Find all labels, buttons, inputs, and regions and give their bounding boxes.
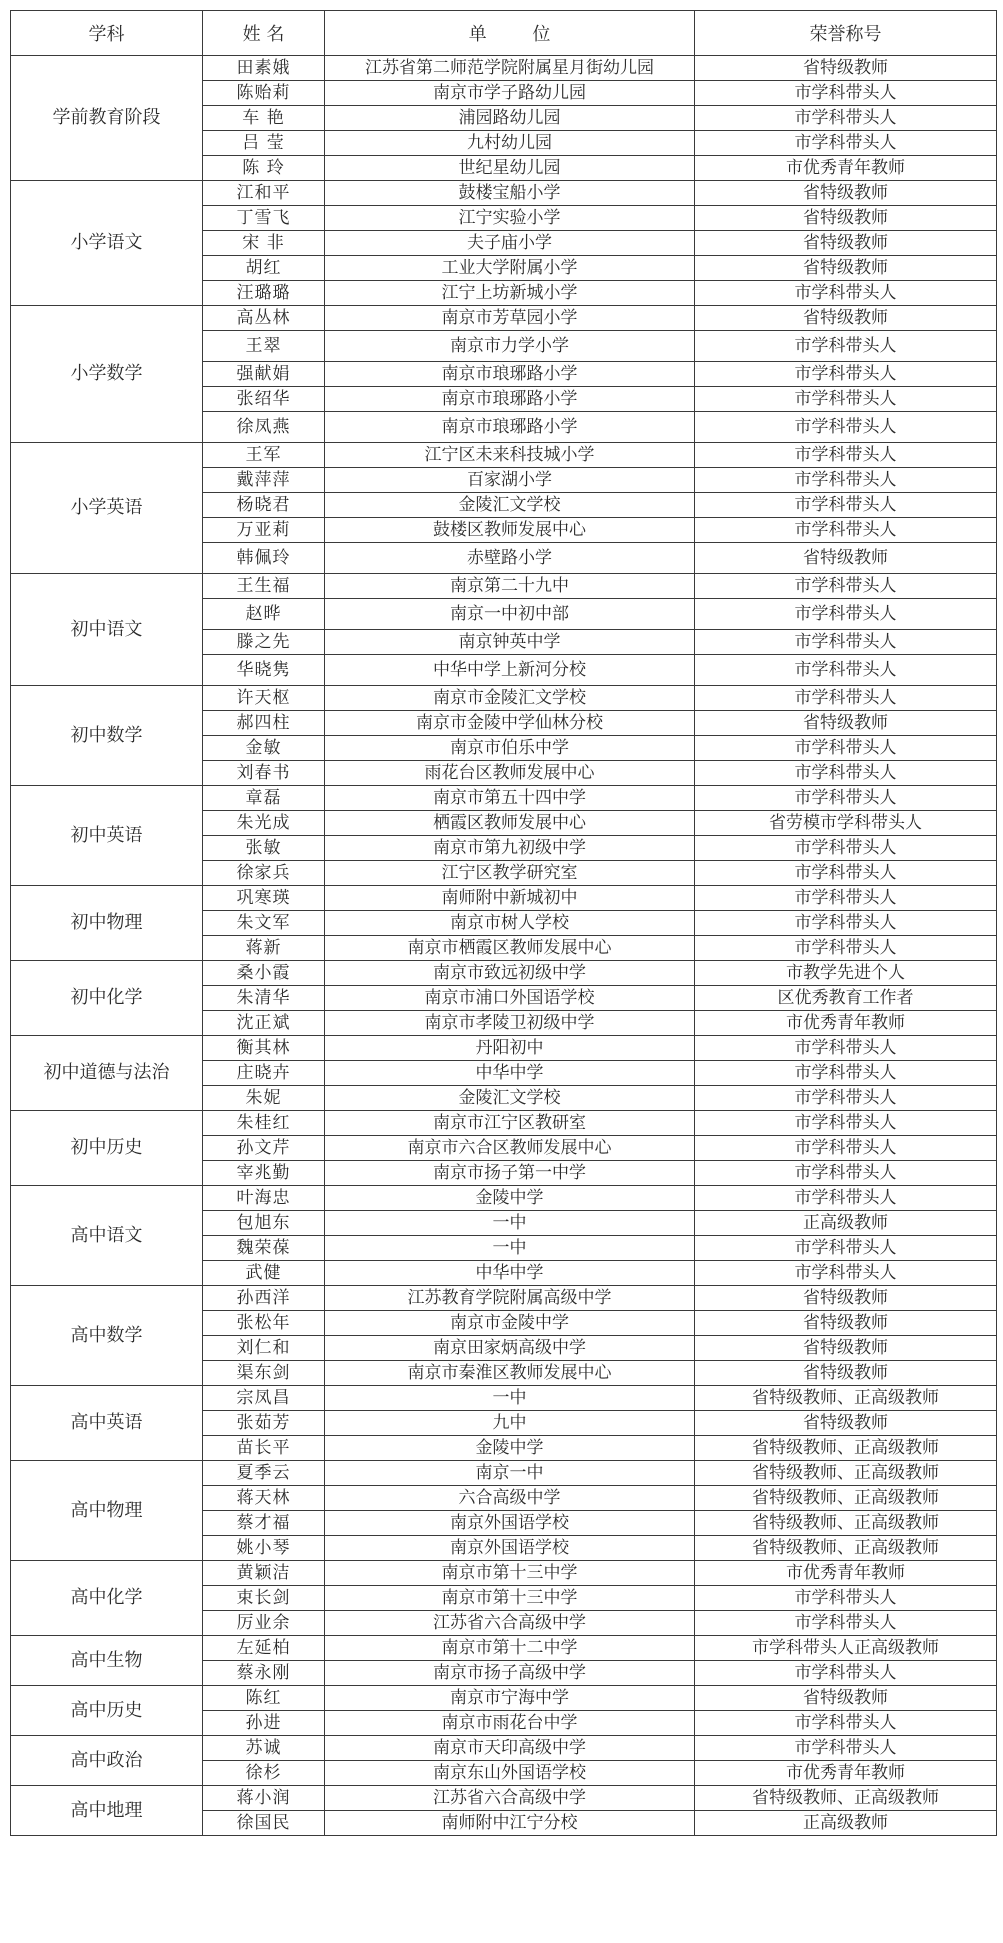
unit-cell: 江宁区教学研究室 [325,861,695,886]
honor-cell: 省特级教师 [695,1361,997,1386]
name-cell: 徐杉 [203,1761,325,1786]
name-cell: 徐凤燕 [203,412,325,443]
unit-cell: 金陵汇文学校 [325,1086,695,1111]
name-cell: 朱文军 [203,911,325,936]
table-row [11,1461,997,1486]
unit-cell: 一中 [325,1236,695,1261]
honor-cell: 市学科带头人 [695,1186,997,1211]
name-cell: 韩佩玲 [203,543,325,574]
honor-cell: 市学科带头人 [695,131,997,156]
name-cell: 江和平 [203,181,325,206]
name-cell: 庄晓卉 [203,1061,325,1086]
honor-cell: 市学科带头人 [695,599,997,630]
teachers-table [10,10,997,1836]
unit-cell: 南师附中新城初中 [325,886,695,911]
honor-cell: 市学科带头人 [695,861,997,886]
name-cell: 强献娟 [203,362,325,387]
unit-cell: 栖霞区教师发展中心 [325,811,695,836]
name-cell: 陈贻莉 [203,81,325,106]
name-cell: 蒋天林 [203,1486,325,1511]
subject-cell: 高中化学 [11,1561,203,1636]
subject-cell: 高中语文 [11,1186,203,1286]
honor-cell: 省特级教师、正高级教师 [695,1436,997,1461]
name-cell: 张绍华 [203,387,325,412]
name-cell: 蔡才福 [203,1511,325,1536]
honor-cell: 市学科带头人 [695,686,997,711]
unit-cell: 南京市江宁区教研室 [325,1111,695,1136]
unit-cell: 南京田家炳高级中学 [325,1336,695,1361]
unit-cell: 南京市琅琊路小学 [325,387,695,412]
honor-cell: 市学科带头人 [695,761,997,786]
name-cell: 左延柏 [203,1636,325,1661]
name-cell: 朱妮 [203,1086,325,1111]
honor-cell: 市学科带头人 [695,1036,997,1061]
header-honor: 荣誉称号 [695,11,997,56]
unit-cell: 南京一中初中部 [325,599,695,630]
table-row [11,1736,997,1761]
unit-cell: 江苏省六合高级中学 [325,1611,695,1636]
unit-cell: 江宁实验小学 [325,206,695,231]
unit-cell: 南京市第十三中学 [325,1561,695,1586]
honor-cell: 市学科带头人 [695,281,997,306]
subject-cell: 高中英语 [11,1386,203,1461]
honor-cell: 省特级教师、正高级教师 [695,1386,997,1411]
unit-cell: 南京外国语学校 [325,1536,695,1561]
unit-cell: 一中 [325,1211,695,1236]
honor-cell: 省特级教师 [695,306,997,331]
name-cell: 滕之先 [203,630,325,655]
table-row [11,886,997,911]
honor-cell: 市优秀青年教师 [695,1011,997,1036]
honor-cell: 省特级教师 [695,56,997,81]
subject-cell: 小学英语 [11,443,203,574]
unit-cell: 金陵中学 [325,1436,695,1461]
name-cell: 吕 莹 [203,131,325,156]
unit-cell: 南京市第十三中学 [325,1586,695,1611]
name-cell: 王军 [203,443,325,468]
table-row [11,574,997,599]
name-cell: 车 艳 [203,106,325,131]
honor-cell: 市学科带头人 [695,936,997,961]
unit-cell: 赤壁路小学 [325,543,695,574]
unit-cell: 南京市雨花台中学 [325,1711,695,1736]
table-row [11,1036,997,1061]
unit-cell: 南京市第九初级中学 [325,836,695,861]
honor-cell: 市学科带头人 [695,655,997,686]
unit-cell: 南京一中 [325,1461,695,1486]
subject-cell: 小学语文 [11,181,203,306]
name-cell: 华晓隽 [203,655,325,686]
subject-cell: 初中物理 [11,886,203,961]
honor-cell: 市优秀青年教师 [695,1761,997,1786]
unit-cell: 南京市扬子第一中学 [325,1161,695,1186]
unit-cell: 南京市伯乐中学 [325,736,695,761]
subject-cell: 初中语文 [11,574,203,686]
honor-cell: 市学科带头人 [695,106,997,131]
name-cell: 黄颖洁 [203,1561,325,1586]
unit-cell: 南京市琅琊路小学 [325,412,695,443]
honor-cell: 市学科带头人 [695,1136,997,1161]
unit-cell: 夫子庙小学 [325,231,695,256]
name-cell: 张敏 [203,836,325,861]
unit-cell: 南京市金陵中学 [325,1311,695,1336]
name-cell: 包旭东 [203,1211,325,1236]
unit-cell: 浦园路幼儿园 [325,106,695,131]
unit-cell: 世纪星幼儿园 [325,156,695,181]
name-cell: 宋 非 [203,231,325,256]
unit-cell: 工业大学附属小学 [325,256,695,281]
subject-cell: 初中道德与法治 [11,1036,203,1111]
honor-cell: 市学科带头人 [695,1261,997,1286]
table-row [11,306,997,331]
unit-cell: 南京市六合区教师发展中心 [325,1136,695,1161]
subject-cell: 学前教育阶段 [11,56,203,181]
honor-cell: 省特级教师 [695,1411,997,1436]
name-cell: 张茹芳 [203,1411,325,1436]
subject-cell: 初中数学 [11,686,203,786]
table-row [11,181,997,206]
honor-cell: 省特级教师 [695,206,997,231]
subject-cell: 小学数学 [11,306,203,443]
honor-cell: 市优秀青年教师 [695,156,997,181]
honor-cell: 省特级教师 [695,1686,997,1711]
unit-cell: 南京市致远初级中学 [325,961,695,986]
honor-cell: 市学科带头人 [695,443,997,468]
name-cell: 章磊 [203,786,325,811]
header-unit: 单 位 [325,11,695,56]
unit-cell: 鼓楼宝船小学 [325,181,695,206]
name-cell: 衡其林 [203,1036,325,1061]
unit-cell: 南京外国语学校 [325,1511,695,1536]
unit-cell: 江苏教育学院附属高级中学 [325,1286,695,1311]
name-cell: 汪璐璐 [203,281,325,306]
table-row [11,56,997,81]
name-cell: 陈红 [203,1686,325,1711]
honor-cell: 省特级教师 [695,256,997,281]
name-cell: 王翠 [203,331,325,362]
honor-cell: 市学科带头人 [695,836,997,861]
name-cell: 徐国民 [203,1811,325,1836]
name-cell: 朱光成 [203,811,325,836]
unit-cell: 江宁区未来科技城小学 [325,443,695,468]
subject-cell: 高中地理 [11,1786,203,1836]
unit-cell: 百家湖小学 [325,468,695,493]
table-row [11,1636,997,1661]
table-row [11,1386,997,1411]
name-cell: 刘春书 [203,761,325,786]
unit-cell: 九中 [325,1411,695,1436]
honor-cell: 正高级教师 [695,1811,997,1836]
subject-cell: 高中生物 [11,1636,203,1686]
unit-cell: 雨花台区教师发展中心 [325,761,695,786]
header-row [11,11,997,56]
unit-cell: 南京第二十九中 [325,574,695,599]
name-cell: 杨晓君 [203,493,325,518]
name-cell: 高丛林 [203,306,325,331]
honor-cell: 市优秀青年教师 [695,1561,997,1586]
honor-cell: 市学科带头人 [695,1236,997,1261]
subject-cell: 高中数学 [11,1286,203,1386]
name-cell: 魏荣葆 [203,1236,325,1261]
unit-cell: 鼓楼区教师发展中心 [325,518,695,543]
unit-cell: 南京钟英中学 [325,630,695,655]
name-cell: 蒋新 [203,936,325,961]
name-cell: 束长剑 [203,1586,325,1611]
name-cell: 胡红 [203,256,325,281]
name-cell: 苏诚 [203,1736,325,1761]
honor-cell: 市学科带头人 [695,886,997,911]
unit-cell: 南京市金陵汇文学校 [325,686,695,711]
honor-cell: 省特级教师、正高级教师 [695,1511,997,1536]
honor-cell: 省特级教师 [695,711,997,736]
honor-cell: 省特级教师 [695,1336,997,1361]
name-cell: 刘仁和 [203,1336,325,1361]
honor-cell: 市学科带头人 [695,1086,997,1111]
table-row [11,1286,997,1311]
honor-cell: 省特级教师 [695,231,997,256]
table-body [11,56,997,1836]
honor-cell: 市学科带头人 [695,1586,997,1611]
honor-cell: 市学科带头人 [695,1736,997,1761]
name-cell: 田素娥 [203,56,325,81]
unit-cell: 南京东山外国语学校 [325,1761,695,1786]
honor-cell: 市教学先进个人 [695,961,997,986]
unit-cell: 一中 [325,1386,695,1411]
honor-cell: 市学科带头人 [695,911,997,936]
name-cell: 戴萍萍 [203,468,325,493]
honor-cell: 市学科带头人 [695,1161,997,1186]
name-cell: 巩寒瑛 [203,886,325,911]
honor-cell: 市学科带头人 [695,1711,997,1736]
subject-cell: 高中历史 [11,1686,203,1736]
subject-cell: 初中历史 [11,1111,203,1186]
honor-cell: 省特级教师 [695,1311,997,1336]
subject-cell: 初中化学 [11,961,203,1036]
subject-cell: 高中物理 [11,1461,203,1561]
name-cell: 蒋小润 [203,1786,325,1811]
unit-cell: 南京市第十二中学 [325,1636,695,1661]
unit-cell: 南京市树人学校 [325,911,695,936]
honor-cell: 市学科带头人 [695,81,997,106]
table-row [11,1186,997,1211]
honor-cell: 市学科带头人 [695,412,997,443]
table-row [11,686,997,711]
honor-cell: 市学科带头人 [695,1061,997,1086]
honor-cell: 市学科带头人 [695,387,997,412]
unit-cell: 中华中学 [325,1061,695,1086]
subject-cell: 初中英语 [11,786,203,886]
unit-cell: 南京市芳草园小学 [325,306,695,331]
honor-cell: 市学科带头人 [695,574,997,599]
unit-cell: 中华中学 [325,1261,695,1286]
name-cell: 渠东剑 [203,1361,325,1386]
honor-cell: 正高级教师 [695,1211,997,1236]
honor-cell: 省特级教师、正高级教师 [695,1536,997,1561]
unit-cell: 南京市天印高级中学 [325,1736,695,1761]
name-cell: 朱桂红 [203,1111,325,1136]
honor-cell: 省特级教师、正高级教师 [695,1486,997,1511]
unit-cell: 江苏省六合高级中学 [325,1786,695,1811]
name-cell: 蔡永刚 [203,1661,325,1686]
honor-cell: 市学科带头人 [695,630,997,655]
unit-cell: 金陵汇文学校 [325,493,695,518]
unit-cell: 丹阳初中 [325,1036,695,1061]
unit-cell: 江苏省第二师范学院附属星月街幼儿园 [325,56,695,81]
header-name: 姓 名 [203,11,325,56]
name-cell: 沈正斌 [203,1011,325,1036]
table-row [11,786,997,811]
unit-cell: 南京市浦口外国语学校 [325,986,695,1011]
honor-cell: 市学科带头人 [695,1611,997,1636]
unit-cell: 南京市栖霞区教师发展中心 [325,936,695,961]
unit-cell: 南京市琅琊路小学 [325,362,695,387]
unit-cell: 中华中学上新河分校 [325,655,695,686]
honor-cell: 市学科带头人 [695,786,997,811]
unit-cell: 九村幼儿园 [325,131,695,156]
honor-cell: 市学科带头人 [695,331,997,362]
unit-cell: 南京市宁海中学 [325,1686,695,1711]
unit-cell: 六合高级中学 [325,1486,695,1511]
honor-cell: 省特级教师 [695,543,997,574]
name-cell: 夏季云 [203,1461,325,1486]
name-cell: 宗凤昌 [203,1386,325,1411]
table-row [11,961,997,986]
table-row [11,443,997,468]
name-cell: 王生福 [203,574,325,599]
unit-cell: 江宁上坊新城小学 [325,281,695,306]
table-row [11,1786,997,1811]
honor-cell: 省特级教师 [695,181,997,206]
table-row [11,1111,997,1136]
name-cell: 武健 [203,1261,325,1286]
unit-cell: 南京市孝陵卫初级中学 [325,1011,695,1036]
honor-cell: 市学科带头人 [695,1111,997,1136]
honor-cell: 市学科带头人 [695,1661,997,1686]
name-cell: 丁雪飞 [203,206,325,231]
name-cell: 朱清华 [203,986,325,1011]
name-cell: 姚小琴 [203,1536,325,1561]
name-cell: 张松年 [203,1311,325,1336]
unit-cell: 南京市第五十四中学 [325,786,695,811]
name-cell: 许天枢 [203,686,325,711]
name-cell: 桑小霞 [203,961,325,986]
header-subject: 学科 [11,11,203,56]
unit-cell: 金陵中学 [325,1186,695,1211]
honor-cell: 市学科带头人正高级教师 [695,1636,997,1661]
honor-cell: 市学科带头人 [695,468,997,493]
unit-cell: 南京市学子路幼儿园 [325,81,695,106]
unit-cell: 南京市扬子高级中学 [325,1661,695,1686]
honor-cell: 市学科带头人 [695,493,997,518]
honor-cell: 市学科带头人 [695,736,997,761]
honor-cell: 省特级教师、正高级教师 [695,1786,997,1811]
table-row [11,1686,997,1711]
name-cell: 万亚莉 [203,518,325,543]
name-cell: 宰兆勤 [203,1161,325,1186]
unit-cell: 南京市力学小学 [325,331,695,362]
name-cell: 苗长平 [203,1436,325,1461]
name-cell: 孙进 [203,1711,325,1736]
unit-cell: 南师附中江宁分校 [325,1811,695,1836]
name-cell: 赵晔 [203,599,325,630]
name-cell: 孙西洋 [203,1286,325,1311]
honor-cell: 省特级教师、正高级教师 [695,1461,997,1486]
name-cell: 陈 玲 [203,156,325,181]
name-cell: 孙文芹 [203,1136,325,1161]
name-cell: 金敏 [203,736,325,761]
table-header [11,11,997,56]
name-cell: 郝四柱 [203,711,325,736]
table-row [11,1561,997,1586]
honor-cell: 市学科带头人 [695,518,997,543]
name-cell: 叶海忠 [203,1186,325,1211]
unit-cell: 南京市金陵中学仙林分校 [325,711,695,736]
honor-cell: 省特级教师 [695,1286,997,1311]
unit-cell: 南京市秦淮区教师发展中心 [325,1361,695,1386]
honor-cell: 市学科带头人 [695,362,997,387]
honor-cell: 区优秀教育工作者 [695,986,997,1011]
subject-cell: 高中政治 [11,1736,203,1786]
honor-cell: 省劳模市学科带头人 [695,811,997,836]
name-cell: 厉业余 [203,1611,325,1636]
name-cell: 徐家兵 [203,861,325,886]
